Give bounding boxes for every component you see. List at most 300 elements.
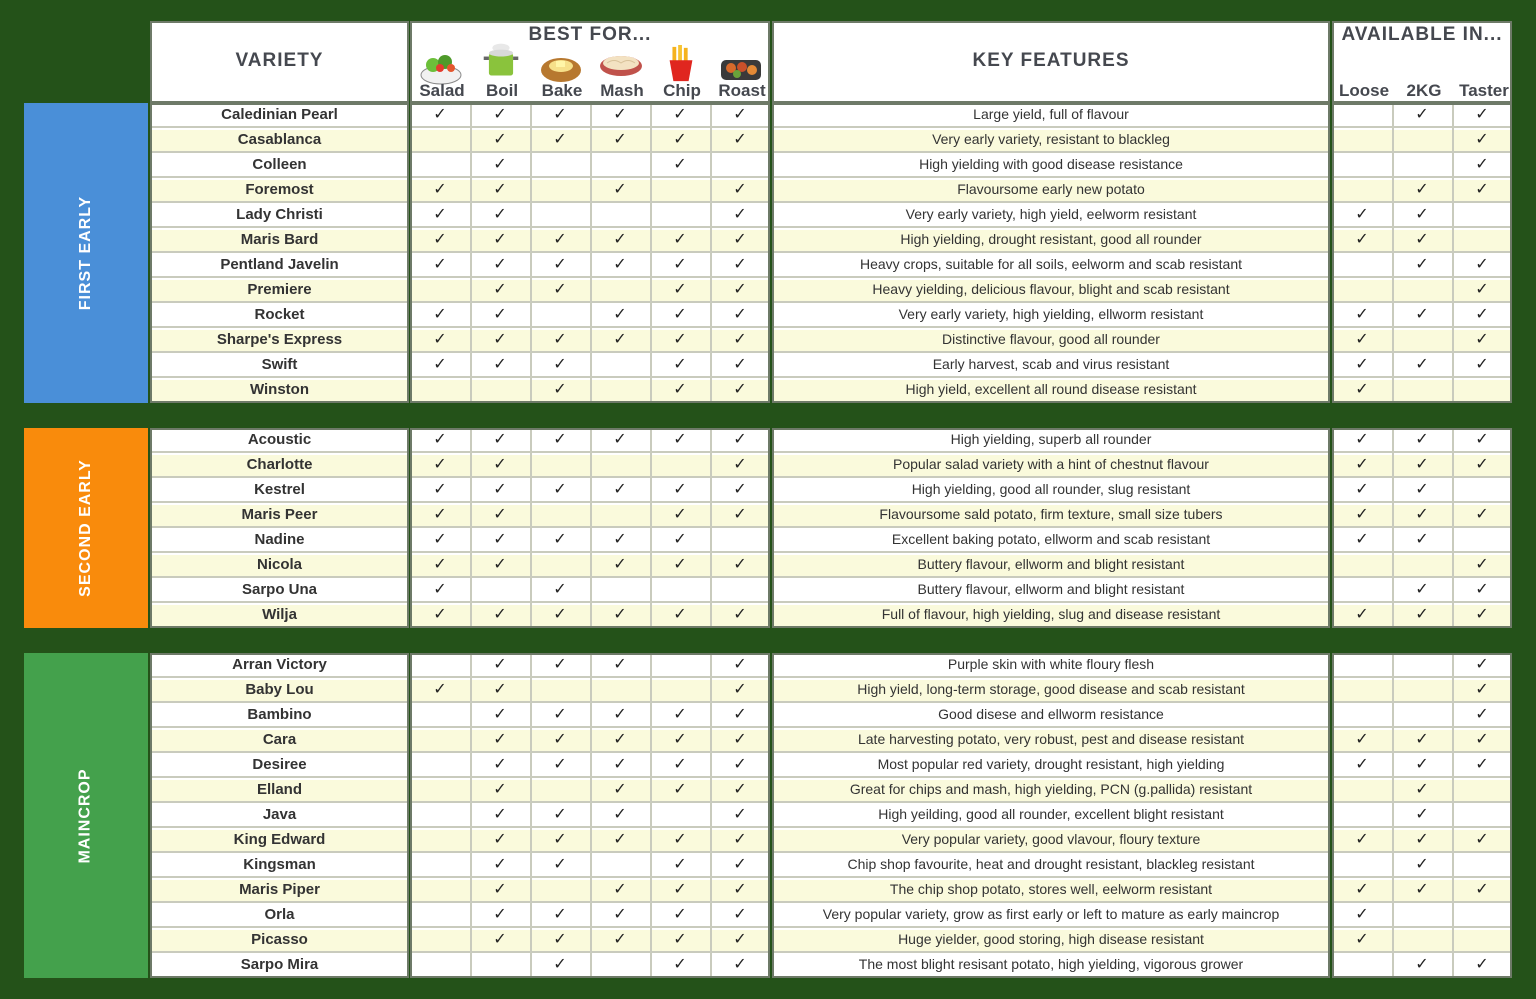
check-icon: ✓	[733, 331, 747, 348]
check-icon: ✓	[733, 956, 747, 973]
check-icon: ✓	[493, 231, 507, 248]
check-icon: ✓	[733, 306, 747, 323]
check-icon: ✓	[613, 106, 627, 123]
check-icon: ✓	[1475, 506, 1489, 523]
check-icon: ✓	[433, 106, 447, 123]
check-icon: ✓	[493, 156, 507, 173]
header-best-for-panel	[410, 21, 770, 103]
check-icon: ✓	[1475, 281, 1489, 298]
check-icon: ✓	[613, 131, 627, 148]
check-icon: ✓	[1355, 906, 1369, 923]
variety-header: VARIETY	[235, 50, 324, 71]
section-label-text: MAINCROP	[76, 767, 94, 864]
check-icon: ✓	[1355, 381, 1369, 398]
check-icon: ✓	[613, 231, 627, 248]
variety-name: Orla	[264, 906, 295, 923]
check-icon: ✓	[493, 256, 507, 273]
check-icon: ✓	[673, 556, 687, 573]
check-icon: ✓	[1415, 456, 1429, 473]
check-icon: ✓	[1355, 931, 1369, 948]
check-icon: ✓	[733, 256, 747, 273]
check-icon: ✓	[553, 231, 567, 248]
check-icon: ✓	[673, 356, 687, 373]
check-icon: ✓	[1475, 656, 1489, 673]
check-icon: ✓	[1415, 431, 1429, 448]
check-icon: ✓	[493, 506, 507, 523]
check-icon: ✓	[1475, 456, 1489, 473]
check-icon: ✓	[613, 556, 627, 573]
check-icon: ✓	[493, 356, 507, 373]
size-header-2kg: 2KG	[1406, 81, 1442, 100]
section-label-text: SECOND EARLY	[77, 459, 94, 597]
key-feature-text: Most popular red variety, drought resistant, high yielding	[877, 756, 1225, 772]
key-feature-text: Early harvest, scab and virus resistant	[932, 356, 1170, 372]
check-icon: ✓	[553, 531, 567, 548]
check-icon: ✓	[1355, 606, 1369, 623]
check-icon: ✓	[553, 581, 567, 598]
check-icon: ✓	[1475, 881, 1489, 898]
check-icon: ✓	[613, 531, 627, 548]
check-icon: ✓	[613, 756, 627, 773]
chips-icon	[657, 45, 705, 83]
check-icon: ✓	[673, 931, 687, 948]
check-icon: ✓	[1415, 181, 1429, 198]
check-icon: ✓	[733, 231, 747, 248]
key-feature-text: Very early variety, high yielding, ellworm resistant	[898, 306, 1204, 322]
check-icon: ✓	[733, 806, 747, 823]
key-feature-text: Very early variety, high yield, eelworm resistant	[905, 206, 1197, 222]
key-feature-text: Huge yielder, good storing, high disease resistant	[898, 931, 1204, 947]
check-icon: ✓	[493, 281, 507, 298]
variety-name: Charlotte	[246, 456, 313, 473]
check-icon: ✓	[493, 556, 507, 573]
check-icon: ✓	[493, 456, 507, 473]
check-icon: ✓	[553, 331, 567, 348]
check-icon: ✓	[733, 756, 747, 773]
check-icon: ✓	[673, 156, 687, 173]
key-feature-text: Full of flavour, high yielding, slug and disease resistant	[881, 606, 1221, 622]
check-icon: ✓	[673, 506, 687, 523]
variety-name: King Edward	[233, 831, 326, 848]
variety-name: Colleen	[252, 156, 307, 173]
check-icon: ✓	[733, 381, 747, 398]
check-icon: ✓	[733, 931, 747, 948]
check-icon: ✓	[1475, 156, 1489, 173]
key-feature-text: Heavy yielding, delicious flavour, blight and scab resistant	[872, 281, 1230, 297]
check-icon: ✓	[733, 131, 747, 148]
check-icon: ✓	[493, 881, 507, 898]
variety-name: Nicola	[256, 556, 302, 573]
variety-name: Maris Piper	[239, 881, 320, 898]
size-header-loose: Loose	[1338, 81, 1390, 100]
check-icon: ✓	[493, 856, 507, 873]
check-icon: ✓	[733, 556, 747, 573]
check-icon: ✓	[733, 606, 747, 623]
check-icon: ✓	[673, 531, 687, 548]
check-icon: ✓	[1355, 756, 1369, 773]
check-icon: ✓	[553, 606, 567, 623]
check-icon: ✓	[1415, 481, 1429, 498]
check-icon: ✓	[1475, 731, 1489, 748]
key-feature-text: High yeilding, good all rounder, excellent blight resistant	[878, 806, 1224, 822]
check-icon: ✓	[1475, 431, 1489, 448]
key-feature-text: Distinctive flavour, good all rounder	[942, 331, 1160, 347]
key-feature-text: High yield, excellent all round disease resistant	[905, 381, 1197, 397]
check-icon: ✓	[1415, 731, 1429, 748]
variety-name: Picasso	[251, 931, 308, 948]
key-feature-text: Excellent baking potato, ellworm and scab resistant	[891, 531, 1211, 547]
variety-name: Rocket	[254, 306, 305, 323]
check-icon: ✓	[733, 181, 747, 198]
check-icon: ✓	[493, 656, 507, 673]
variety-name: Elland	[256, 781, 302, 798]
check-icon: ✓	[613, 656, 627, 673]
variety-name: Sarpo Mira	[240, 956, 319, 973]
key-feature-text: High yielding, drought resistant, good all rounder	[900, 231, 1202, 247]
check-icon: ✓	[733, 656, 747, 673]
check-icon: ✓	[673, 731, 687, 748]
check-icon: ✓	[733, 831, 747, 848]
check-icon: ✓	[673, 106, 687, 123]
check-icon: ✓	[1355, 331, 1369, 348]
check-icon: ✓	[673, 231, 687, 248]
check-icon: ✓	[553, 931, 567, 948]
check-icon: ✓	[493, 331, 507, 348]
use-header-boil: Boil	[485, 81, 519, 100]
check-icon: ✓	[553, 856, 567, 873]
check-icon: ✓	[673, 131, 687, 148]
check-icon: ✓	[1415, 806, 1429, 823]
check-icon: ✓	[493, 706, 507, 723]
check-icon: ✓	[673, 481, 687, 498]
check-icon: ✓	[1415, 356, 1429, 373]
check-icon: ✓	[493, 831, 507, 848]
check-icon: ✓	[493, 206, 507, 223]
check-icon: ✓	[433, 331, 447, 348]
variety-name: Java	[262, 806, 297, 823]
variety-name: Wilja	[262, 606, 297, 623]
check-icon: ✓	[553, 656, 567, 673]
key-feature-text: Very popular variety, good vlavour, floury texture	[901, 831, 1201, 847]
variety-name: Caledinian Pearl	[221, 106, 338, 123]
variety-name: Acoustic	[247, 431, 312, 448]
check-icon: ✓	[673, 431, 687, 448]
check-icon: ✓	[493, 531, 507, 548]
check-icon: ✓	[1475, 131, 1489, 148]
check-icon: ✓	[673, 906, 687, 923]
check-icon: ✓	[553, 431, 567, 448]
check-icon: ✓	[1355, 431, 1369, 448]
variety-name: Foremost	[245, 181, 314, 198]
check-icon: ✓	[433, 256, 447, 273]
section-label-maincrop	[24, 653, 148, 978]
check-icon: ✓	[673, 606, 687, 623]
check-icon: ✓	[1475, 356, 1489, 373]
check-icon: ✓	[553, 106, 567, 123]
check-icon: ✓	[433, 206, 447, 223]
check-icon: ✓	[553, 281, 567, 298]
check-icon: ✓	[493, 106, 507, 123]
check-icon: ✓	[733, 456, 747, 473]
check-icon: ✓	[493, 731, 507, 748]
check-icon: ✓	[1475, 181, 1489, 198]
key-feature-text: Chip shop favourite, heat and drought resistant, blackleg resistant	[847, 856, 1255, 872]
check-icon: ✓	[1415, 756, 1429, 773]
variety-name: Cara	[262, 731, 297, 748]
check-icon: ✓	[493, 131, 507, 148]
check-icon: ✓	[733, 731, 747, 748]
key-feature-text: Very early variety, resistant to blackleg	[932, 131, 1170, 147]
check-icon: ✓	[733, 881, 747, 898]
check-icon: ✓	[493, 806, 507, 823]
check-icon: ✓	[1415, 106, 1429, 123]
check-icon: ✓	[493, 781, 507, 798]
key-feature-text: The chip shop potato, stores well, eelworm resistant	[889, 881, 1213, 897]
check-icon: ✓	[1355, 231, 1369, 248]
check-icon: ✓	[553, 381, 567, 398]
check-icon: ✓	[433, 506, 447, 523]
key-feature-text: Large yield, full of flavour	[973, 106, 1129, 122]
variety-name: Bambino	[247, 706, 312, 723]
header-variety-panel	[150, 21, 409, 103]
check-icon: ✓	[553, 806, 567, 823]
check-icon: ✓	[493, 906, 507, 923]
variety-name: Swift	[261, 356, 298, 373]
check-icon: ✓	[613, 431, 627, 448]
variety-name: Kestrel	[254, 481, 305, 498]
check-icon: ✓	[553, 831, 567, 848]
check-icon: ✓	[673, 856, 687, 873]
check-icon: ✓	[1415, 856, 1429, 873]
check-icon: ✓	[613, 606, 627, 623]
check-icon: ✓	[1415, 781, 1429, 798]
variety-name: Arran Victory	[232, 656, 327, 673]
check-icon: ✓	[613, 481, 627, 498]
check-icon: ✓	[1355, 481, 1369, 498]
check-icon: ✓	[1355, 731, 1369, 748]
check-icon: ✓	[733, 481, 747, 498]
check-icon: ✓	[1415, 831, 1429, 848]
check-icon: ✓	[433, 431, 447, 448]
check-icon: ✓	[433, 531, 447, 548]
check-icon: ✓	[613, 181, 627, 198]
check-icon: ✓	[733, 431, 747, 448]
check-icon: ✓	[613, 306, 627, 323]
check-icon: ✓	[553, 131, 567, 148]
check-icon: ✓	[1355, 506, 1369, 523]
check-icon: ✓	[733, 781, 747, 798]
check-icon: ✓	[733, 681, 747, 698]
section-label-second-early	[24, 428, 148, 628]
use-header-mash: Mash	[600, 81, 644, 100]
check-icon: ✓	[433, 181, 447, 198]
check-icon: ✓	[1415, 531, 1429, 548]
check-icon: ✓	[1475, 581, 1489, 598]
check-icon: ✓	[1415, 956, 1429, 973]
key-feature-text: High yielding with good disease resistance	[919, 156, 1183, 172]
variety-name: Baby Lou	[245, 681, 314, 698]
check-icon: ✓	[733, 506, 747, 523]
check-icon: ✓	[613, 906, 627, 923]
best-for-header: BEST FOR...	[528, 24, 652, 45]
check-icon: ✓	[433, 356, 447, 373]
section-label-first-early	[24, 103, 148, 403]
variety-name: Premiere	[247, 281, 312, 298]
key-feature-text: Heavy crops, suitable for all soils, eelworm and scab resistant	[859, 256, 1243, 272]
check-icon: ✓	[733, 106, 747, 123]
check-icon: ✓	[553, 906, 567, 923]
check-icon: ✓	[1475, 331, 1489, 348]
check-icon: ✓	[1415, 306, 1429, 323]
key-feature-text: Good disese and ellworm resistance	[938, 706, 1164, 722]
check-icon: ✓	[733, 356, 747, 373]
check-icon: ✓	[1415, 581, 1429, 598]
check-icon: ✓	[673, 756, 687, 773]
key-feature-text: High yielding, superb all rounder	[950, 431, 1152, 447]
header-key-features-panel	[772, 21, 1330, 103]
check-icon: ✓	[1355, 831, 1369, 848]
check-icon: ✓	[673, 331, 687, 348]
key-feature-text: Great for chips and mash, high yielding, PCN (g.pallida) resistant	[849, 781, 1253, 797]
check-icon: ✓	[1355, 206, 1369, 223]
check-icon: ✓	[733, 706, 747, 723]
header-available-panel	[1332, 21, 1512, 103]
key-feature-text: Buttery flavour, ellworm and blight resistant	[917, 556, 1185, 572]
check-icon: ✓	[1475, 956, 1489, 973]
check-icon: ✓	[493, 681, 507, 698]
variety-name: Pentland Javelin	[220, 256, 339, 273]
check-icon: ✓	[1415, 506, 1429, 523]
key-feature-text: The most blight resisant potato, high yielding, vigorous grower	[858, 956, 1244, 972]
key-feature-text: Popular salad variety with a hint of chestnut flavour	[893, 456, 1209, 472]
variety-name: Winston	[249, 381, 310, 398]
check-icon: ✓	[613, 831, 627, 848]
check-icon: ✓	[433, 306, 447, 323]
variety-name: Casablanca	[237, 131, 322, 148]
check-icon: ✓	[493, 181, 507, 198]
check-icon: ✓	[1355, 531, 1369, 548]
key-feature-text: Purple skin with white floury flesh	[947, 656, 1155, 672]
check-icon: ✓	[613, 806, 627, 823]
check-icon: ✓	[613, 931, 627, 948]
variety-name: Lady Christi	[236, 206, 323, 223]
check-icon: ✓	[1415, 231, 1429, 248]
key-feature-text: Buttery flavour, ellworm and blight resistant	[917, 581, 1185, 597]
check-icon: ✓	[433, 681, 447, 698]
key-features-header: KEY FEATURES	[972, 50, 1130, 71]
check-icon: ✓	[613, 881, 627, 898]
check-icon: ✓	[673, 281, 687, 298]
check-icon: ✓	[493, 756, 507, 773]
use-header-bake: Bake	[541, 81, 583, 100]
check-icon: ✓	[553, 731, 567, 748]
check-icon: ✓	[493, 431, 507, 448]
check-icon: ✓	[493, 931, 507, 948]
variety-name: Kingsman	[243, 856, 316, 873]
variety-name: Desiree	[252, 756, 307, 773]
check-icon: ✓	[733, 281, 747, 298]
check-icon: ✓	[613, 731, 627, 748]
key-feature-text: High yield, long-term storage, good disease and scab resistant	[857, 681, 1245, 697]
available-in-header: AVAILABLE IN...	[1341, 24, 1503, 45]
check-icon: ✓	[553, 956, 567, 973]
check-icon: ✓	[433, 481, 447, 498]
key-feature-text: Flavoursome early new potato	[957, 181, 1145, 197]
check-icon: ✓	[1415, 606, 1429, 623]
check-icon: ✓	[673, 306, 687, 323]
check-icon: ✓	[1475, 756, 1489, 773]
variety-name: Maris Peer	[241, 506, 318, 523]
check-icon: ✓	[553, 481, 567, 498]
size-header-taster: Taster	[1459, 81, 1509, 100]
check-icon: ✓	[553, 356, 567, 373]
check-icon: ✓	[1355, 456, 1369, 473]
check-icon: ✓	[673, 781, 687, 798]
check-icon: ✓	[673, 381, 687, 398]
key-feature-text: Late harvesting potato, very robust, pest and disease resistant	[857, 731, 1244, 747]
variety-name: Nadine	[254, 531, 305, 548]
check-icon: ✓	[553, 706, 567, 723]
use-header-salad: Salad	[419, 81, 465, 100]
check-icon: ✓	[613, 331, 627, 348]
check-icon: ✓	[1475, 106, 1489, 123]
check-icon: ✓	[1475, 556, 1489, 573]
use-header-roast: Roast	[718, 81, 766, 100]
check-icon: ✓	[433, 231, 447, 248]
key-feature-text: Very popular variety, grow as first early or left to mature as early maincrop	[822, 906, 1280, 922]
check-icon: ✓	[1475, 606, 1489, 623]
check-icon: ✓	[673, 831, 687, 848]
check-icon: ✓	[613, 706, 627, 723]
check-icon: ✓	[433, 606, 447, 623]
check-icon: ✓	[553, 756, 567, 773]
section-label-text: FIRST EARLY	[76, 195, 94, 311]
check-icon: ✓	[1415, 256, 1429, 273]
variety-name: Maris Bard	[240, 231, 319, 248]
check-icon: ✓	[613, 256, 627, 273]
check-icon: ✓	[613, 781, 627, 798]
check-icon: ✓	[1355, 881, 1369, 898]
key-feature-text: High yielding, good all rounder, slug resistant	[911, 481, 1191, 497]
check-icon: ✓	[733, 906, 747, 923]
check-icon: ✓	[1415, 881, 1429, 898]
check-icon: ✓	[433, 456, 447, 473]
check-icon: ✓	[673, 256, 687, 273]
check-icon: ✓	[1355, 306, 1369, 323]
check-icon: ✓	[493, 481, 507, 498]
check-icon: ✓	[433, 556, 447, 573]
check-icon: ✓	[433, 581, 447, 598]
check-icon: ✓	[673, 881, 687, 898]
check-icon: ✓	[1475, 306, 1489, 323]
check-icon: ✓	[1475, 706, 1489, 723]
check-icon: ✓	[733, 856, 747, 873]
key-feature-text: Flavoursome sald potato, firm texture, small size tubers	[879, 506, 1223, 522]
check-icon: ✓	[1475, 256, 1489, 273]
check-icon: ✓	[1475, 831, 1489, 848]
check-icon: ✓	[493, 606, 507, 623]
check-icon: ✓	[1355, 356, 1369, 373]
use-header-chip: Chip	[663, 81, 701, 100]
check-icon: ✓	[733, 206, 747, 223]
variety-name: Sharpe's Express	[216, 331, 343, 348]
check-icon: ✓	[1475, 681, 1489, 698]
check-icon: ✓	[1415, 206, 1429, 223]
check-icon: ✓	[673, 956, 687, 973]
check-icon: ✓	[493, 306, 507, 323]
variety-name: Sarpo Una	[241, 581, 317, 598]
check-icon: ✓	[553, 256, 567, 273]
